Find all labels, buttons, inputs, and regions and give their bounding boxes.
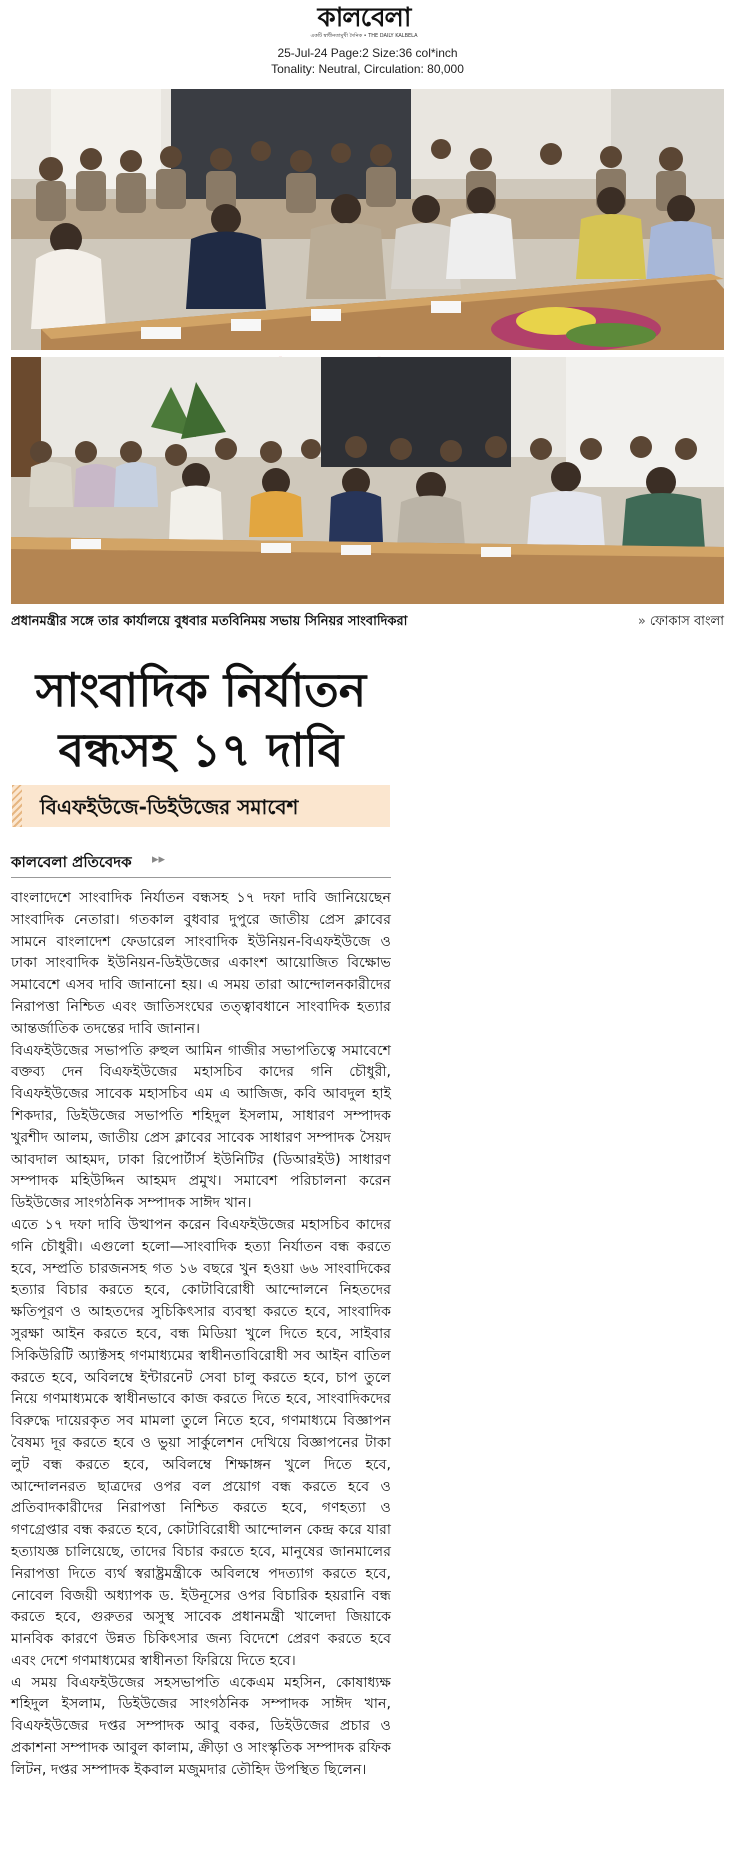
article-byline: কালবেলা প্রতিবেদক	[11, 853, 132, 871]
logo-tagline: একটি স্বাধীনতামুখী দৈনিক • THE DAILY KALBELA	[310, 33, 418, 39]
meeting-photo-top-illustration	[11, 89, 724, 350]
article-body	[11, 888, 391, 1782]
byline-arrow-icon: ▸▸	[152, 852, 166, 867]
article-paragraph-1: বাংলাদেশে সাংবাদিক নির্যাতন বন্ধসহ ১৭ দফা দাবি জানিয়েছেন সাংবাদিক নেতারা। গতকাল বুধবার দুপুরে জাতীয় প্রেস ক্লাবের সামনে বাংলাদেশ ফেডারেল সাংবাদিক ইউনিয়ন-বিএফইউজে ও ঢাকা সাংবাদিক ইউনিয়ন-ডিইউজের একাংশ আয়োজিত বিক্ষোভ সমাবেশে এসব দাবি জানানো হয়। এ সময় তারা আন্দোলনকারীদের নিরাপত্তা নিশ্চিত এবং জাতিসংঘের তত্ত্বাবধানে সাংবাদিক হত্যার আন্তর্জাতিক তদন্তের দাবি জানান।	[11, 890, 391, 1037]
clipping-meta-tonality: Tonality: Neutral, Circulation: 80,000	[271, 62, 464, 76]
photo-credit-label: ফোকাস বাংলা	[649, 614, 724, 629]
chevron-right-icon: »	[637, 614, 646, 629]
meeting-photo-top	[11, 89, 724, 350]
photo-caption: প্রধানমন্ত্রীর সঙ্গে তার কার্যালয়ে বুধবার মতবিনিময় সভায় সিনিয়র সাংবাদিকরা	[11, 614, 408, 629]
meeting-photo-bottom	[11, 357, 724, 604]
newspaper-logo: কালবেলা	[317, 3, 411, 33]
article-paragraph-3: এতে ১৭ দফা দাবি উত্থাপন করেন বিএফইউজের মহাসচিব কাদের গনি চৌধুরী। এগুলো হলো—সাংবাদিক হত্যা নির্যাতন বন্ধ করতে হবে, সম্প্রতি চারজনসহ গত ১৬ বছরে খুন হওয়া ৬৬ সাংবাদিকের হত্যার বিচার করতে হবে, কোটাবিরোধী আন্দোলনে নিহতদের ক্ষতিপূরণ ও আহতদের সুচিকিৎসার ব্যবস্থা করতে হবে, সাংবাদিক সুরক্ষা আইন করতে হবে, বন্ধ মিডিয়া খুলে দিতে হবে, সাইবার সিকিউরিটি অ্যাক্টসহ গণমাধ্যমের স্বাধীনতাবিরোধী সব আইন বাতিল করতে হবে, অবিলম্বে ইন্টারনেট সেবা চালু করতে হবে, চাপ তুলে নিয়ে গণমাধ্যমকে স্বাধীনভাবে কাজ করতে দিতে হবে, সাংবাদিকদের বিরুদ্ধে দায়েরকৃত সব মামলা তুলে নিতে হবে, গণমাধ্যমে বিজ্ঞাপন বৈষম্য দূর করতে হবে ও ভুয়া সার্কুলেশন দেখিয়ে বিজ্ঞাপনের টাকা লুট বন্ধ করতে হবে, অবিলম্বে শিক্ষাঙ্গন খুলে দিতে হবে, আন্দোলনরত ছাত্রদের ওপর বল প্রয়োগ বন্ধ করতে হবে ও প্রতিবাদকারীদের নিরাপত্তা নিশ্চিত করতে হবে, গণহত্যা ও গণগ্রেপ্তার বন্ধ করতে হবে, কোটাবিরোধী আন্দোলন কেন্দ্র করে যারা হত্যাযজ্ঞ চালিয়েছে, তাদের বিচার করতে হবে, মানুষের জানমালের নিরাপত্তা দিতে ব্যর্থ স্বরাষ্ট্রমন্ত্রীকে অবিলম্বে পদত্যাগ করতে হবে, নোবেল বিজয়ী অধ্যাপক ড. ইউনূসের ওপর বিচারিক হয়রানি বন্ধ করতে হবে, গুরুতর অসুস্থ সাবেক প্রধানমন্ত্রী খালেদা জিয়াকে মানবিক কারণে উন্নত চিকিৎসার জন্য বিদেশে প্রেরণ করতে হবে এবং দেশে গণমাধ্যমের স্বাধীনতা ফিরিয়ে দিতে হবে।	[11, 1216, 391, 1669]
article-paragraph-2: বিএফইউজের সভাপতি রুহুল আমিন গাজীর সভাপতিত্বে সমাবেশে বক্তব্য দেন বিএফইউজের মহাসচিব কাদের গনি চৌধুরী, বিএফইউজের সাবেক মহাসচিব এম এ আজিজ, কবি আবদুল হাই শিকদার, ডিইউজের সভাপতি শহিদুল ইসলাম, সাধারণ সম্পাদক খুরশীদ আলম, জাতীয় প্রেস ক্লাবের সাবেক সাধারণ সম্পাদক সৈয়দ আবদাল আহমদ, ঢাকা রিপোর্টার্স ইউনিটির (ডিআরইউ) সাধারণ সম্পাদক মহিউদ্দিন আহমদ প্রমুখ। সমাবেশ পরিচালনা করেন ডিইউজের সাংগঠনিক সম্পাদক সাঈদ খান।	[11, 1042, 391, 1212]
article-subheadline: বিএফইউজে-ডিইউজের সমাবেশ	[40, 795, 299, 819]
article-headline	[11, 660, 391, 780]
banner-stripe-decoration	[12, 785, 22, 827]
headline-line-1: সাংবাদিক নির্যাতন	[35, 663, 367, 717]
meeting-photo-bottom-illustration	[11, 357, 724, 604]
headline-line-2: বন্ধসহ ১৭ দাবি	[58, 723, 344, 777]
photo-credit	[638, 612, 724, 633]
clipping-meta-date: 25-Jul-24 Page:2 Size:36 col*inch	[277, 46, 458, 60]
article-paragraph-4: এ সময় বিএফইউজের সহসভাপতি একেএম মহসিন, কোষাধ্যক্ষ শহিদুল ইসলাম, ডিইউজের সাংগঠনিক সম্পাদক সাঈদ খান, বিএফইউজের দপ্তর সম্পাদক আবু বকর, ডিইউজের প্রচার ও প্রকাশনা সম্পাদক আবুল কালাম, ক্রীড়া ও সাংস্কৃতিক সম্পাদক রফিক লিটন, দপ্তর সম্পাদক ইকবাল মজুমদার তৌহিদ উপস্থিত ছিলেন।	[11, 1674, 391, 1778]
byline-divider	[11, 877, 391, 878]
